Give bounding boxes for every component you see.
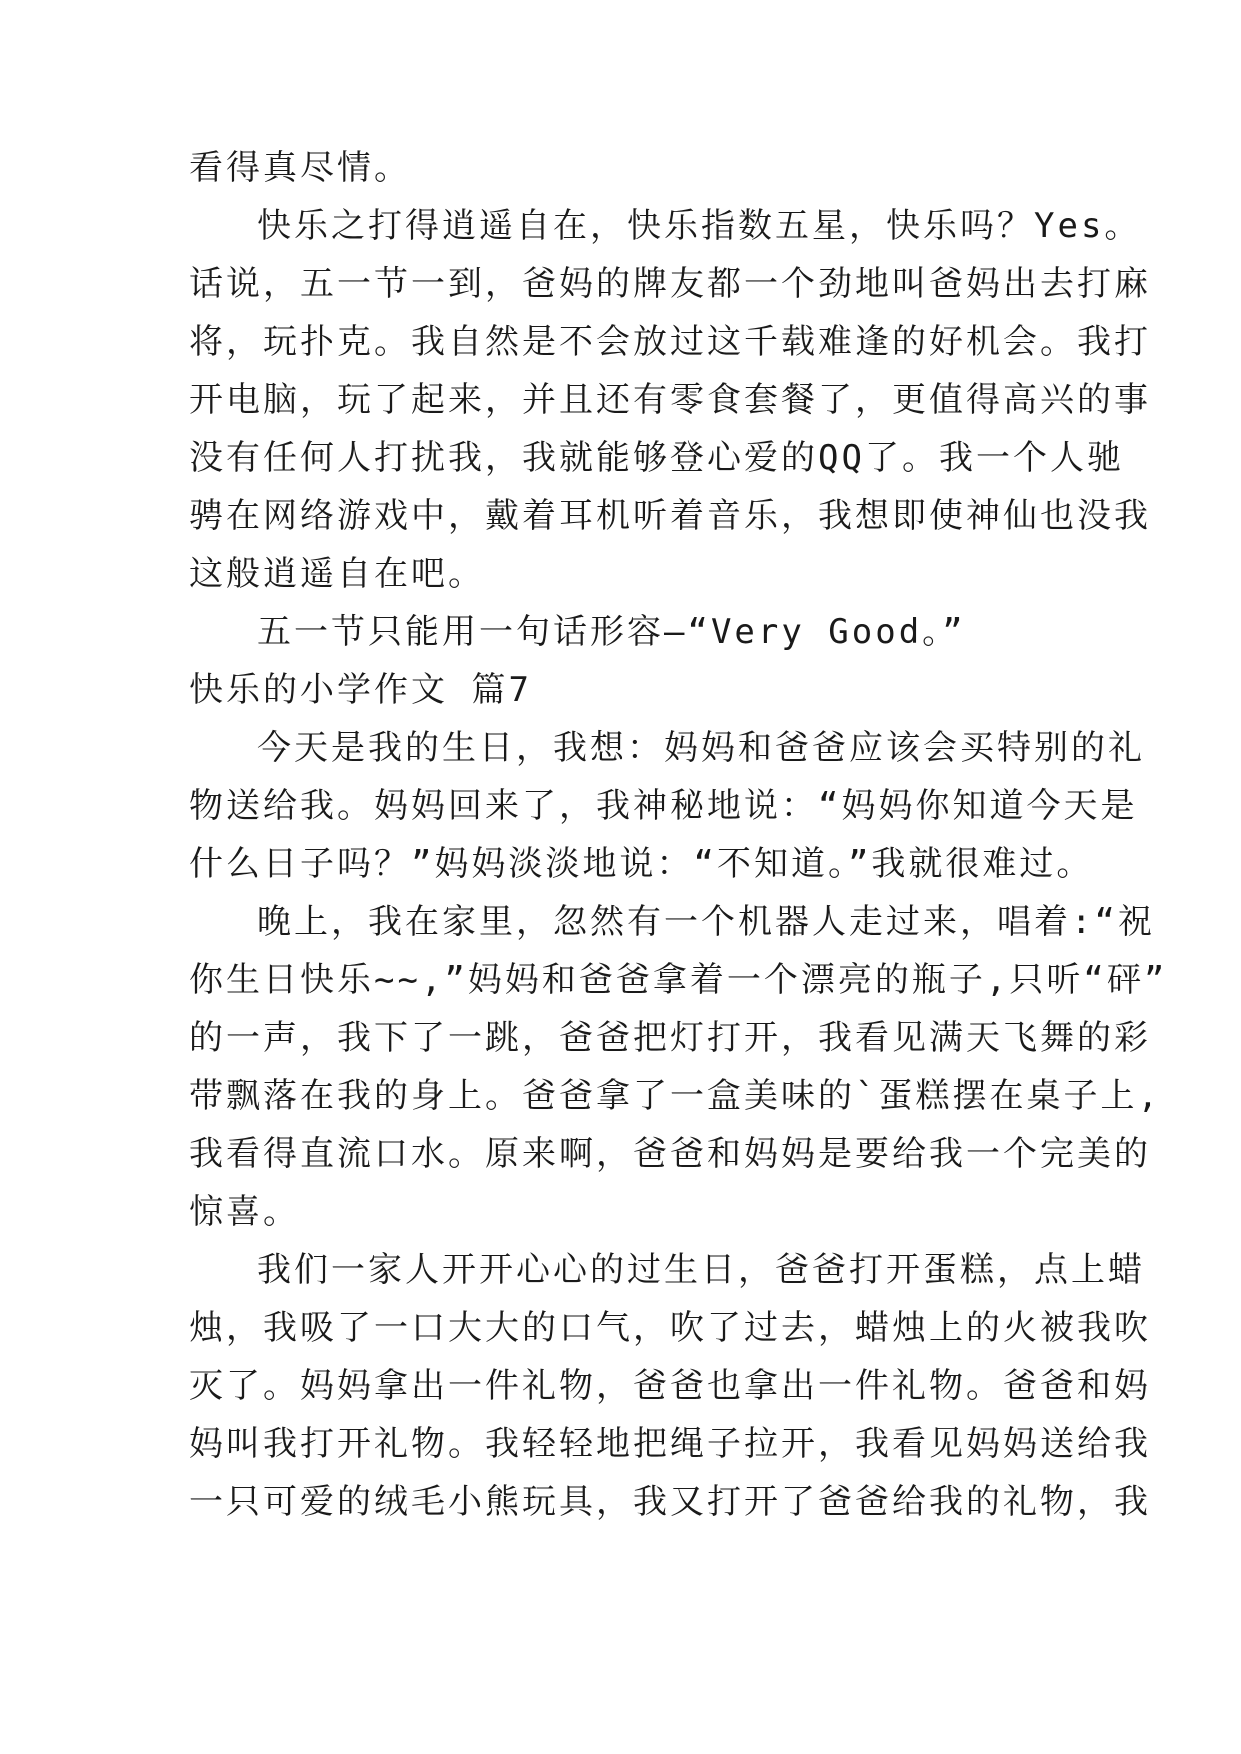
paragraph-line: 我看得直流口水。原来啊，爸爸和妈妈是要给我一个完美的: [189, 1134, 1151, 1174]
paragraph-line: 这般逍遥自在吧。: [189, 554, 485, 594]
paragraph-line: 看得真尽情。: [189, 148, 411, 188]
paragraph-line: 开电脑，玩了起来，并且还有零食套餐了，更值得高兴的事: [189, 380, 1151, 420]
paragraph-line: 灭了。妈妈拿出一件礼物，爸爸也拿出一件礼物。爸爸和妈: [189, 1366, 1151, 1406]
section-heading: 快乐的小学作文 篇7: [189, 670, 532, 710]
paragraph-line: 的一声，我下了一跳，爸爸把灯打开，我看见满天飞舞的彩: [189, 1018, 1151, 1058]
paragraph-line: 没有任何人打扰我，我就能够登心爱的QQ了。我一个人驰: [189, 438, 1124, 478]
paragraph-line: 烛，我吸了一口大大的口气，吹了过去，蜡烛上的火被我吹: [189, 1308, 1151, 1348]
paragraph-line: 将，玩扑克。我自然是不会放过这千载难逢的好机会。我打: [189, 322, 1151, 362]
paragraph-line: 五一节只能用一句话形容—“Very Good。”: [257, 612, 966, 652]
paragraph-line: 晚上，我在家里，忽然有一个机器人走过来，唱着:“祝: [257, 902, 1155, 942]
paragraph-line: 带飘落在我的身上。爸爸拿了一盒美味的`蛋糕摆在桌子上,: [189, 1076, 1161, 1116]
paragraph-line: 你生日快乐~~,”妈妈和爸爸拿着一个漂亮的瓶子,只听“砰”: [189, 960, 1168, 1000]
paragraph-line: 妈叫我打开礼物。我轻轻地把绳子拉开，我看见妈妈送给我: [189, 1424, 1151, 1464]
paragraph-line: 物送给我。妈妈回来了，我神秘地说：“妈妈你知道今天是: [189, 786, 1138, 826]
paragraph-line: 我们一家人开开心心的过生日，爸爸打开蛋糕，点上蜡: [257, 1250, 1145, 1290]
paragraph-line: 骋在网络游戏中，戴着耳机听着音乐，我想即使神仙也没我: [189, 496, 1151, 536]
paragraph-line: 话说，五一节一到，爸妈的牌友都一个劲地叫爸妈出去打麻: [189, 264, 1151, 304]
paragraph-line: 什么日子吗？”妈妈淡淡地说：“不知道。”我就很难过。: [189, 844, 1094, 884]
paragraph-line: 快乐之打得逍遥自在，快乐指数五星，快乐吗？Yes。: [257, 206, 1142, 246]
paragraph-line: 今天是我的生日，我想：妈妈和爸爸应该会买特别的礼: [257, 728, 1145, 768]
paragraph-line: 惊喜。: [189, 1192, 300, 1232]
paragraph-line: 一只可爱的绒毛小熊玩具，我又打开了爸爸给我的礼物，我: [189, 1482, 1151, 1522]
